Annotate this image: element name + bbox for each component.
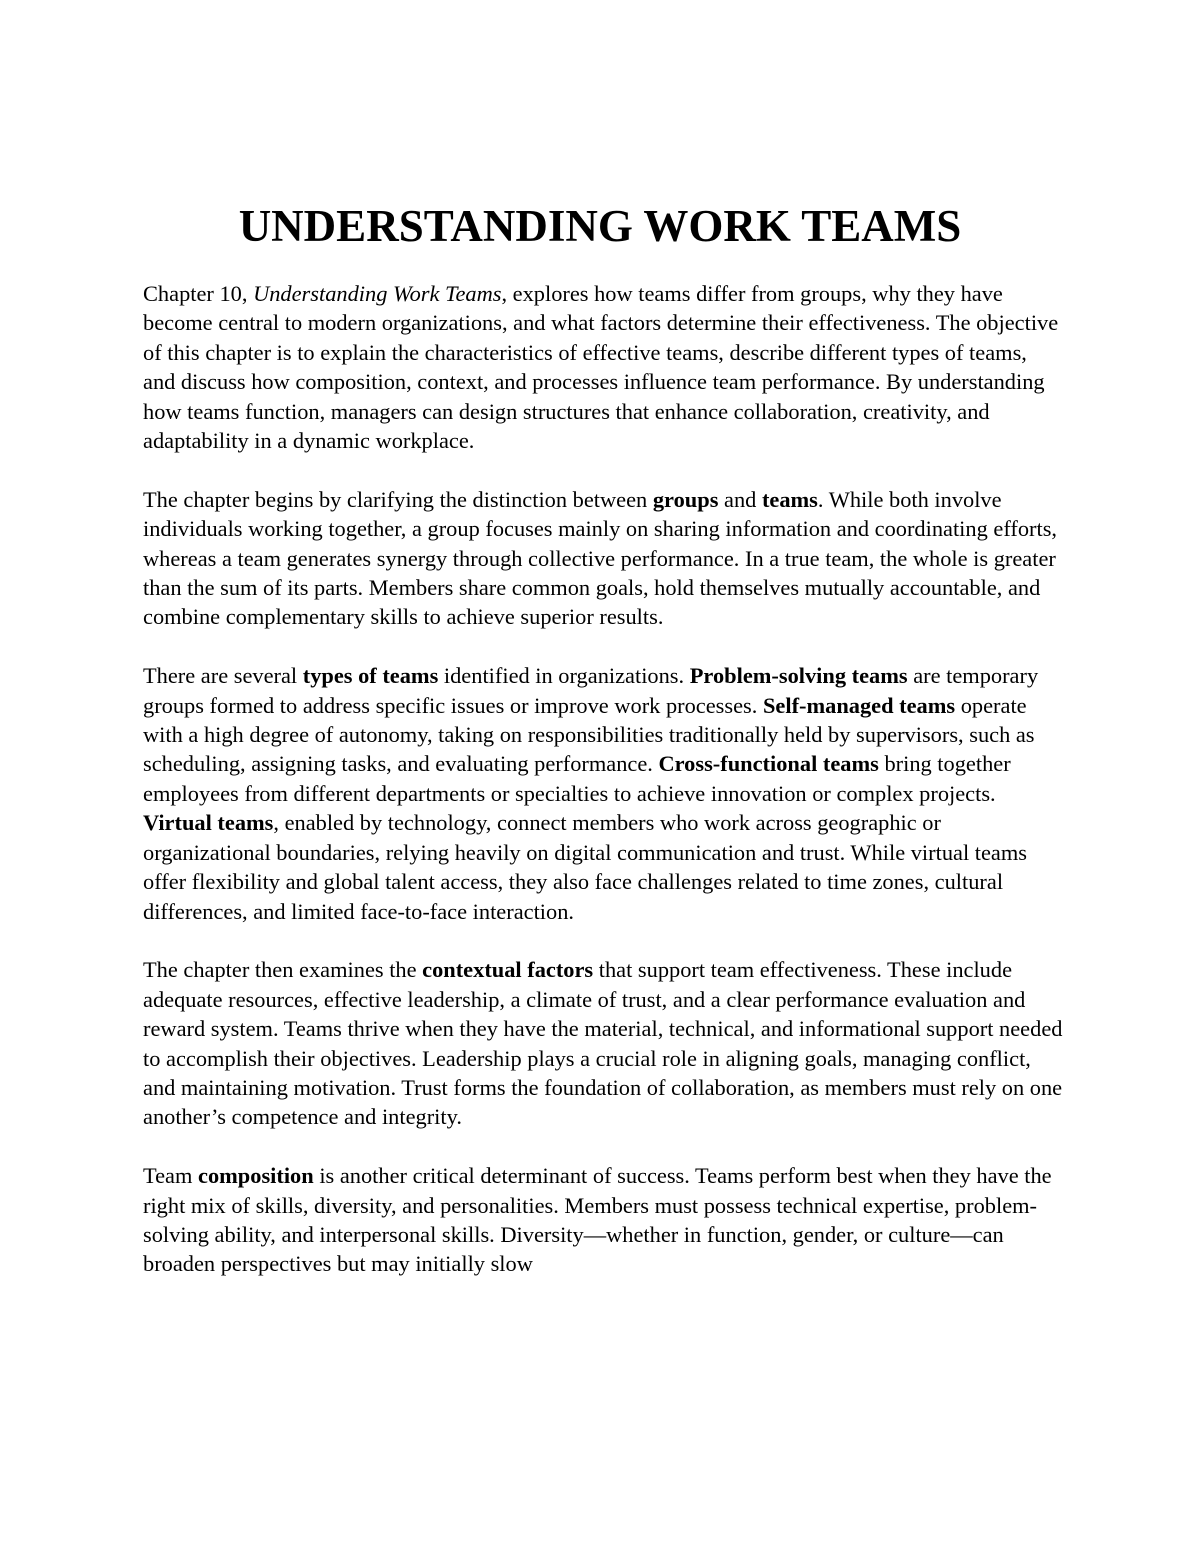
page-title: UNDERSTANDING WORK TEAMS bbox=[238, 201, 962, 251]
text-segment: identified in organizations. bbox=[438, 663, 690, 689]
text-segment: , explores how teams differ from groups, why they have become central to modern organizations, and what factors determine their effectiveness. The objective of this chapter is to explain the characteristics of effective teams, describe different types of teams, and discuss how composition, context, and processes influence team performance. By understanding how teams function, managers can design structures that enhance collaboration, creativity, and adaptability in a dynamic workplace. bbox=[143, 281, 1059, 454]
text-segment: is another critical determinant of success. Teams perform best when they have the right mix of skills, diversity, and personalities. Members must possess technical expertise, problem-solving ability, and interpersonal skills. Diversity—whether in function, gender, or culture—can broaden perspectives but may initially slow bbox=[143, 1163, 1052, 1277]
text-segment: There are several bbox=[143, 663, 303, 689]
bold-term: types of teams bbox=[302, 663, 439, 689]
paragraph-composition bbox=[143, 1161, 1063, 1279]
italic-text: Understanding Work Teams bbox=[253, 281, 502, 306]
document-body bbox=[143, 279, 1063, 1308]
text-segment: operate with a high degree of autonomy, taking on responsibilities traditionally held by supervisors, such as scheduling, assigning tasks, and evaluating performance. bbox=[143, 692, 1035, 777]
paragraph-contextual-factors bbox=[143, 955, 1063, 1131]
text-segment: Team bbox=[143, 1163, 199, 1189]
text-segment: , enabled by technology, connect members who work across geographic or organizational boundaries, relying heavily on digital communication and trust. While virtual teams offer flexibility and global talent access, they also face challenges related to time zones, cultural differences, and limited face-to-face interaction. bbox=[143, 810, 1028, 924]
bold-term: composition bbox=[198, 1163, 314, 1189]
paragraph-types-of-teams bbox=[143, 661, 1063, 926]
text-segment: bring together employees from different departments or specialties to achieve innovation or complex projects. bbox=[143, 751, 1011, 806]
text-segment: that support team effectiveness. These include adequate resources, effective leadership, a climate of trust, and a clear performance evaluation and reward system. Teams thrive when they have the material, technical, and informational support needed to accomplish their objectives. Leadership plays a crucial role in aligning goals, managing conflict, and maintaining motivation. Trust forms the foundation of collaboration, as members must rely on one another’s competence and integrity. bbox=[143, 957, 1063, 1130]
bold-term: Cross-functional teams bbox=[658, 751, 879, 777]
text-segment: and bbox=[718, 486, 762, 512]
bold-term: Problem-solving teams bbox=[689, 663, 908, 689]
paragraph-groups-vs-teams bbox=[143, 485, 1063, 632]
bold-term: teams bbox=[761, 486, 818, 512]
paragraph-intro bbox=[143, 279, 1063, 455]
text-segment: The chapter then examines the bbox=[143, 957, 423, 983]
bold-term: groups bbox=[652, 486, 719, 512]
text-segment: are temporary groups formed to address specific issues or improve work processes. bbox=[143, 663, 1039, 718]
text-segment: Chapter 10, bbox=[143, 281, 254, 306]
text-segment: The chapter begins by clarifying the distinction between bbox=[143, 486, 653, 512]
text-segment: . While both involve individuals working together, a group focuses mainly on sharing information and coordinating efforts, whereas a team generates synergy through collective performance. In a true team, the whole is greater than the sum of its parts. Members share common goals, hold themselves mutually accountable, and combine complementary skills to achieve superior results. bbox=[143, 486, 1058, 630]
bold-term: Virtual teams bbox=[143, 810, 274, 836]
bold-term: Self-managed teams bbox=[762, 692, 956, 718]
bold-term: contextual factors bbox=[422, 957, 594, 983]
